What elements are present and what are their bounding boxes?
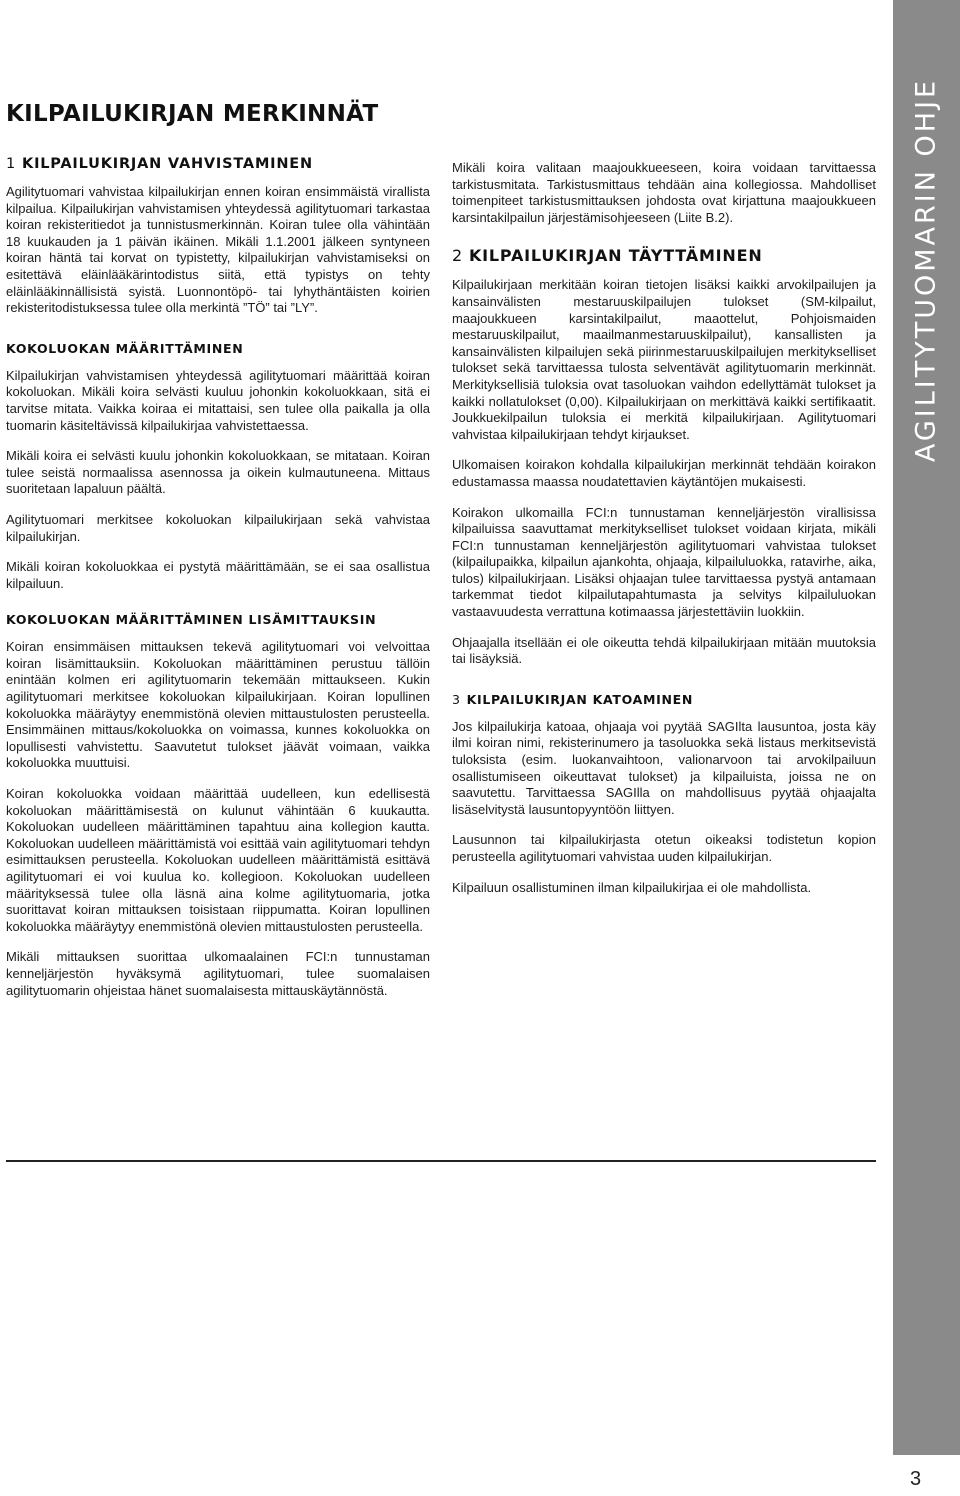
lisamittaus-heading: KOKOLUOKAN MÄÄRITTÄMINEN LISÄMITTAUKSIN (6, 612, 377, 628)
paragraph: Agilitytuomari vahvistaa kilpailukirjan ennen koiran ensimmäistä virallista kilpailua. Kilpailukirjan vahvistamisen yhteydessä agilitytuomari tarkastaa koiran rekisteritiedot ja tunnistusmerkinnän. Koiran tulee olla vähintään 18 kuukauden ja 1 päivän ikäinen. Mikäli 1.1.2001 jälkeen syntyneen koiran häntä tai korvat on typistetty, kilpailukirjan vahvistamiseksi on esitettävä eläinlääkärintodistus siitä, että typistys on tehty eläinlääkinnällisistä syistä. Luonnontöpö- tai lyhythäntäisten koirien rekisteritodistuksessa tulee olla merkintä ”TÖ” tai ”LY”. (6, 184, 430, 316)
kokoluokka-heading: KOKOLUOKAN MÄÄRITTÄMINEN (6, 340, 244, 356)
page-number: 3 (910, 1468, 922, 1490)
bottom-divider (6, 1160, 876, 1162)
section-3-number: 3 (452, 691, 461, 707)
paragraph: Ulkomaisen koirakon kohdalla kilpailukirjan merkinnät tehdään koirakon edustamassa maassa noudatettavien käytäntöjen mukaisesti. (452, 457, 876, 489)
paragraph: Jos kilpailukirja katoaa, ohjaaja voi pyytää SAGIlta lausuntoa, josta käy ilmi koiran nimi, rekisterinumero ja tasoluokka sekä listaus merkitsevistä tuloksista (esim. luokanvaihtoon, valionarvoon tai arvokilpailuun osallistumiseen oikeuttavat tulokset) ja kilpailuista, joissa ne on saavutettu. Tarvittaessa SAGIlla on mahdollisuus pyytää ohjaajalta lisäselvitystä lausuntopyyntöön liittyen. (452, 718, 876, 817)
section-1-title: KILPAILUKIRJAN VAHVISTAMINEN (22, 156, 313, 172)
paragraph: Mikäli koiran kokoluokkaa ei pystytä määrittämään, se ei saa osallistua kilpailuun. (6, 559, 430, 591)
paragraph: Agilitytuomari merkitsee kokoluokan kilpailukirjaan sekä vahvistaa kilpailukirjan. (6, 511, 430, 544)
page-title: KILPAILUKIRJAN MERKINNÄT (6, 101, 379, 127)
paragraph: Kilpailukirjaan merkitään koiran tietojen lisäksi kaikki arvokilpailujen ja kansainvälisten mestaruuskilpailujen tulokset (SM-kilpailut, maajoukkueen karsintakilpailut, maaottelut, Pohjoismaiden mestaruuskilpailut, maailmanmestaruuskilpailut), kansallisten ja kansainvälisten kilpailujen sekä piirinmestaruuskilpailujen merkitykselliset tulokset sekä tarvittaessa tulosta selventävät agilitytuomarin merkinnät. Merkityksellisiä tuloksia ovat tasoluokan vaihdon edellyttämät tulokset ja kaikki nollatulokset (0,00). Kilpailukirjaan on merkittävä kaikki sertifikaatit. Joukkuekilpailun tuloksia ei merkitä kilpailukirjaan. Agilitytuomari vahvistaa kilpailukirjaan tehdyt kirjaukset. (452, 277, 876, 442)
paragraph: Koiran kokoluokka voidaan määrittää uudelleen, kun edellisestä kokoluokan määrittämisestä on kulunut vähintään 6 kuukautta. Kokoluokan uudelleen määrittäminen tapahtuu aina kollegion kautta. Kokoluokan uudelleen määrittämistä voi esittää vain agilitytuomari tehdyn esimittauksen perusteella. Kokoluokan uudelleen määrittämistä esittävä agilitytuomari ei voi kuulua ko. kollegioon. Kokoluokan uudelleen määrityksessä tulee olla läsnä aina kolme agilitytuomaria, jotka suorittavat koiran mittauksen toisistaan riippumatta. Koiran lopullinen kokoluokka määräytyy enemmistönä olevien mittaustulosten perusteella. (6, 786, 430, 934)
section-1-heading (6, 156, 430, 172)
paragraph: Mikäli koira ei selvästi kuulu johonkin kokoluokkaan, se mitataan. Koiran tulee seistä normaalissa asennossa ja oikein kulmautuneena. Mittaus suoritetaan lapaluun päältä. (6, 448, 430, 497)
paragraph: Lausunnon tai kilpailukirjasta otetun oikeaksi todistetun kopion perusteella agilitytuomari vahvistaa uuden kilpailukirjan. (452, 832, 876, 864)
section-3-heading (452, 692, 876, 707)
paragraph: Ohjaajalla itsellään ei ole oikeutta tehdä kilpailukirjaan mitään muutoksia tai lisäyksiä. (452, 634, 876, 667)
paragraph: Koiran ensimmäisen mittauksen tekevä agilitytuomari voi velvoittaa koiran lisämittauksiin. Kokoluokan määrittäminen perustuu tällöin enintään kolmen eri agilitytuomarin tekemään mittaukseen. Kukin agilitytuomari merkitsee kokoluokan kilpailukirjaan. Koiran lopullinen kokoluokka määräytyy enemmistönä olevien mittaustulosten perusteella. Ensimmäinen mittaus/kokoluokka on voimassa, kunnes kokoluokka on lopullisesti vahvistettu. Saavutetut tulokset jäävät voimaan, vaikka kokoluokka muuttuisi. (6, 639, 430, 771)
side-title: AGILITYTUOMARIN OHJE (910, 77, 942, 463)
section-2-heading (452, 246, 876, 265)
section-1-number: 1 (6, 156, 17, 172)
right-column (452, 160, 876, 910)
paragraph: Mikäli mittauksen suorittaa ulkomaalainen FCI:n tunnustaman kenneljärjestön hyväksymä agilitytuomari, tulee suomalaisen agilitytuomarin ohjeistaa hänet suomalaisesta mittauskäytännöstä. (6, 949, 430, 998)
left-column (6, 156, 430, 1013)
section-2-number: 2 (452, 246, 463, 266)
section-2-title: KILPAILUKIRJAN TÄYTTÄMINEN (468, 246, 763, 266)
paragraph: Mikäli koira valitaan maajoukkueeseen, koira voidaan tarvittaessa tarkistusmitata. Tarkistusmittaus tehdään aina kollegiossa. Mahdolliset toimenpiteet tarkistusmittauksen johdosta ovat kirjattuna maajoukkueen karsintakilpailun järjestämisohjeeseen (Liite B.2). (452, 160, 876, 225)
paragraph: Koirakon ulkomailla FCI:n tunnustaman kenneljärjestön virallisissa kilpailuissa saavuttamat merkitykselliset tulokset voidaan kirjata, mikäli FCI:n tunnustaman kenneljärjestön agilitytuomari vahvistaa tulokset (kilpailupaikka, kilpailun ajankohta, ohjaaja, kilpailuluokka, ratavirhe, aika, tulos) kilpailukirjaan. Lisäksi ohjaajan tulee tarvittaessa pystyä antamaan tarkemmat tiedot kilpailutapahtumasta ja selvitys kilpailuluokan vastaavuudesta verrattuna kotimaassa järjestettäviin luokkiin. (452, 504, 876, 620)
paragraph: Kilpailukirjan vahvistamisen yhteydessä agilitytuomari määrittää koiran kokoluokan. Mikäli koira selvästi kuuluu johonkin kokoluokkaan, sitä ei tarvitse mitata. Vaikka koiraa ei mitattaisi, sen tulee olla paikalla ja olla tuomarin käsiteltävissä kilpailukirjaa vahvistettaessa. (6, 367, 430, 433)
paragraph: Kilpailuun osallistuminen ilman kilpailukirjaa ei ole mahdollista. (452, 879, 812, 895)
section-3-title: KILPAILUKIRJAN KATOAMINEN (466, 691, 694, 707)
